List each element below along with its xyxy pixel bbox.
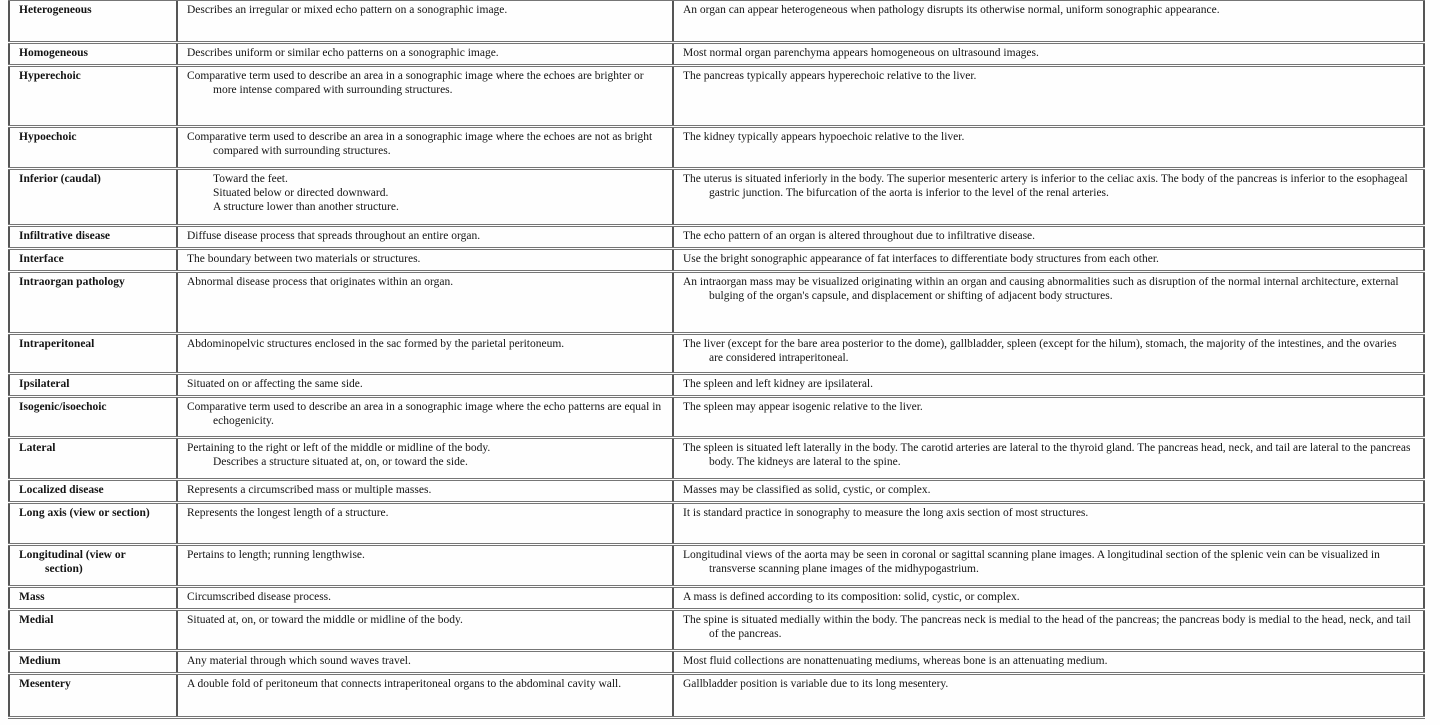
- text-line: Inferior (caudal): [19, 173, 101, 185]
- text-line: The pancreas typically appears hyperechoic relative to the liver.: [683, 70, 977, 82]
- definition-cell: [177, 127, 673, 169]
- term-cell: [9, 127, 177, 169]
- text-line: A structure lower than another structure.: [213, 200, 399, 213]
- text-line: The uterus is situated inferiorly in the body. The superior mesenteric artery is inferior to the celiac axis. The body of the pancreas is inferior to the esophageal gastric junction. The bifurcation of the aorta is inferior to the level of the renal arteries.: [683, 173, 1408, 199]
- text-line: Describes uniform or similar echo patterns on a sonographic image.: [187, 47, 499, 59]
- term-cell: [9, 586, 177, 609]
- term-cell: [9, 673, 177, 717]
- text-line: Long axis (view or section): [19, 506, 150, 519]
- text-line: The spleen and left kidney are ipsilateral.: [683, 377, 873, 390]
- table-row: [9, 479, 1424, 502]
- example-cell: [673, 249, 1424, 272]
- text-line: Comparative term used to describe an area in a sonographic image where the echoes are not as bright compared with surrounding structures.: [187, 131, 653, 157]
- table-row: [9, 249, 1424, 272]
- term-cell: [9, 43, 177, 66]
- text-line: Mesentery: [19, 677, 71, 690]
- text-line: Longitudinal (view or section): [19, 548, 126, 575]
- text-line: An intraorgan mass may be visualized originating within an organ and causing abnormalities such as disruption of the normal internal architecture, external bulging of the organ's capsule, and displacement or shifting of adjacent body structures.: [683, 275, 1399, 302]
- table-row: [9, 66, 1424, 127]
- text-line: Comparative term used to describe an area in a sonographic image where the echoes are brighter or more intense compared with surrounding structures.: [187, 70, 644, 96]
- example-cell: [673, 609, 1424, 650]
- term-cell: [9, 479, 177, 502]
- definition-cell: [177, 43, 673, 66]
- term-cell: [9, 502, 177, 544]
- definition-cell: [177, 544, 673, 586]
- text-line: Most normal organ parenchyma appears homogeneous on ultrasound images.: [683, 47, 1039, 59]
- term-cell: [9, 226, 177, 249]
- definition-cell: [177, 650, 673, 673]
- table-row: [9, 43, 1424, 66]
- example-cell: [673, 586, 1424, 609]
- term-cell: [9, 437, 177, 479]
- text-line: The spleen may appear isogenic relative to the liver.: [683, 400, 923, 413]
- text-line: Pertains to length; running lengthwise.: [187, 548, 365, 561]
- text-line: Pertaining to the right or left of the middle or midline of the body.: [187, 441, 491, 454]
- term-cell: [9, 544, 177, 586]
- text-line: Situated below or directed downward.: [213, 186, 389, 199]
- glossary-table-body: [9, 0, 1424, 717]
- term-cell: [9, 650, 177, 673]
- text-line: Gallbladder position is variable due to its long mesentery.: [683, 677, 949, 690]
- text-line: A double fold of peritoneum that connects intraperitoneal organs to the abdominal cavity wall.: [187, 677, 622, 690]
- definition-cell: [177, 169, 673, 226]
- table-row: [9, 609, 1424, 650]
- example-cell: [673, 0, 1424, 43]
- term-cell: [9, 249, 177, 272]
- table-row: [9, 333, 1424, 373]
- text-line: The echo pattern of an organ is altered throughout due to infiltrative disease.: [683, 230, 1036, 242]
- text-line: Isogenic/isoechoic: [19, 400, 107, 413]
- table-row: [9, 226, 1424, 249]
- example-cell: [673, 66, 1424, 127]
- text-line: Hyperechoic: [19, 70, 81, 82]
- table-row: [9, 271, 1424, 333]
- text-line: Lateral: [19, 441, 56, 454]
- text-line: Intraorgan pathology: [19, 275, 125, 288]
- text-line: Describes a structure situated at, on, or toward the side.: [213, 455, 468, 468]
- definition-cell: [177, 333, 673, 373]
- example-cell: [673, 43, 1424, 66]
- term-cell: [9, 169, 177, 226]
- definition-cell: [177, 479, 673, 502]
- term-cell: [9, 66, 177, 127]
- term-cell: [9, 373, 177, 396]
- text-line: Hypoechoic: [19, 131, 77, 143]
- text-line: A mass is defined according to its composition: solid, cystic, or complex.: [683, 590, 1020, 603]
- text-line: It is standard practice in sonography to measure the long axis section of most structures.: [683, 506, 1089, 519]
- text-line: Interface: [19, 253, 64, 265]
- text-line: Situated on or affecting the same side.: [187, 377, 363, 390]
- glossary-table: [8, 0, 1425, 719]
- text-line: The boundary between two materials or structures.: [187, 253, 421, 265]
- text-line: Localized disease: [19, 483, 104, 496]
- table-row: [9, 127, 1424, 169]
- table-row: [9, 586, 1424, 609]
- example-cell: [673, 396, 1424, 437]
- example-cell: [673, 650, 1424, 673]
- table-row: [9, 673, 1424, 717]
- definition-cell: [177, 0, 673, 43]
- text-line: Longitudinal views of the aorta may be seen in coronal or sagittal scanning plane images. A longitudinal section of the splenic vein can be visualized in transverse scanning plane images of the midhypogastrium.: [683, 548, 1380, 575]
- example-cell: [673, 502, 1424, 544]
- text-line: Masses may be classified as solid, cystic, or complex.: [683, 483, 931, 496]
- definition-cell: [177, 373, 673, 396]
- table-row: [9, 169, 1424, 226]
- text-line: Represents a circumscribed mass or multiple masses.: [187, 483, 432, 496]
- table-row: [9, 373, 1424, 396]
- text-line: Diffuse disease process that spreads throughout an entire organ.: [187, 230, 481, 242]
- example-cell: [673, 437, 1424, 479]
- text-line: Medium: [19, 654, 61, 667]
- text-line: Situated at, on, or toward the middle or midline of the body.: [187, 613, 463, 626]
- example-cell: [673, 544, 1424, 586]
- example-cell: [673, 169, 1424, 226]
- text-line: Describes an irregular or mixed echo pattern on a sonographic image.: [187, 4, 508, 16]
- text-line: Use the bright sonographic appearance of fat interfaces to differentiate body structures from each other.: [683, 253, 1159, 265]
- text-line: Any material through which sound waves travel.: [187, 654, 411, 667]
- example-cell: [673, 226, 1424, 249]
- text-line: The spleen is situated left laterally in the body. The carotid arteries are lateral to the thyroid gland. The pancreas head, neck, and tail are lateral to the pancreas body. The kidneys are lateral to the spine.: [683, 441, 1411, 468]
- definition-cell: [177, 437, 673, 479]
- definition-cell: [177, 249, 673, 272]
- text-line: Toward the feet.: [213, 173, 288, 185]
- example-cell: [673, 127, 1424, 169]
- text-line: Infiltrative disease: [19, 230, 111, 242]
- table-row: [9, 502, 1424, 544]
- text-line: Comparative term used to describe an area in a sonographic image where the echo patterns are equal in echogenicity.: [187, 400, 662, 427]
- definition-cell: [177, 586, 673, 609]
- text-line: The liver (except for the bare area posterior to the dome), gallbladder, spleen (except for the hilum), stomach, the majority of the intestines, and the ovaries are considered intraperitoneal.: [683, 337, 1397, 364]
- text-line: Ipsilateral: [19, 377, 70, 390]
- definition-cell: [177, 271, 673, 333]
- text-line: Most fluid collections are nonattenuating mediums, whereas bone is an attenuating medium.: [683, 654, 1108, 667]
- text-line: The kidney typically appears hypoechoic relative to the liver.: [683, 131, 965, 143]
- definition-cell: [177, 673, 673, 717]
- table-row: [9, 0, 1424, 43]
- example-cell: [673, 479, 1424, 502]
- text-line: Circumscribed disease process.: [187, 590, 332, 603]
- example-cell: [673, 271, 1424, 333]
- text-line: Homogeneous: [19, 47, 88, 59]
- text-line: Abnormal disease process that originates within an organ.: [187, 275, 454, 288]
- text-line: Medial: [19, 613, 54, 626]
- example-cell: [673, 333, 1424, 373]
- definition-cell: [177, 396, 673, 437]
- definition-cell: [177, 66, 673, 127]
- term-cell: [9, 396, 177, 437]
- text-line: Represents the longest length of a structure.: [187, 506, 389, 519]
- definition-cell: [177, 226, 673, 249]
- example-cell: [673, 373, 1424, 396]
- text-line: An organ can appear heterogeneous when pathology disrupts its otherwise normal, uniform sonographic appearance.: [683, 4, 1220, 16]
- definition-cell: [177, 502, 673, 544]
- table-row: [9, 437, 1424, 479]
- text-line: Abdominopelvic structures enclosed in the sac formed by the parietal peritoneum.: [187, 337, 565, 350]
- text-line: Heterogeneous: [19, 4, 92, 16]
- table-row: [9, 650, 1424, 673]
- table-row: [9, 544, 1424, 586]
- term-cell: [9, 271, 177, 333]
- term-cell: [9, 333, 177, 373]
- definition-cell: [177, 609, 673, 650]
- text-line: Mass: [19, 590, 45, 603]
- text-line: Intraperitoneal: [19, 337, 95, 350]
- table-row: [9, 396, 1424, 437]
- example-cell: [673, 673, 1424, 717]
- term-cell: [9, 609, 177, 650]
- text-line: The spine is situated medially within the body. The pancreas neck is medial to the head of the pancreas; the pancreas body is medial to the head, neck, and tail of the pancreas.: [683, 613, 1411, 640]
- term-cell: [9, 0, 177, 43]
